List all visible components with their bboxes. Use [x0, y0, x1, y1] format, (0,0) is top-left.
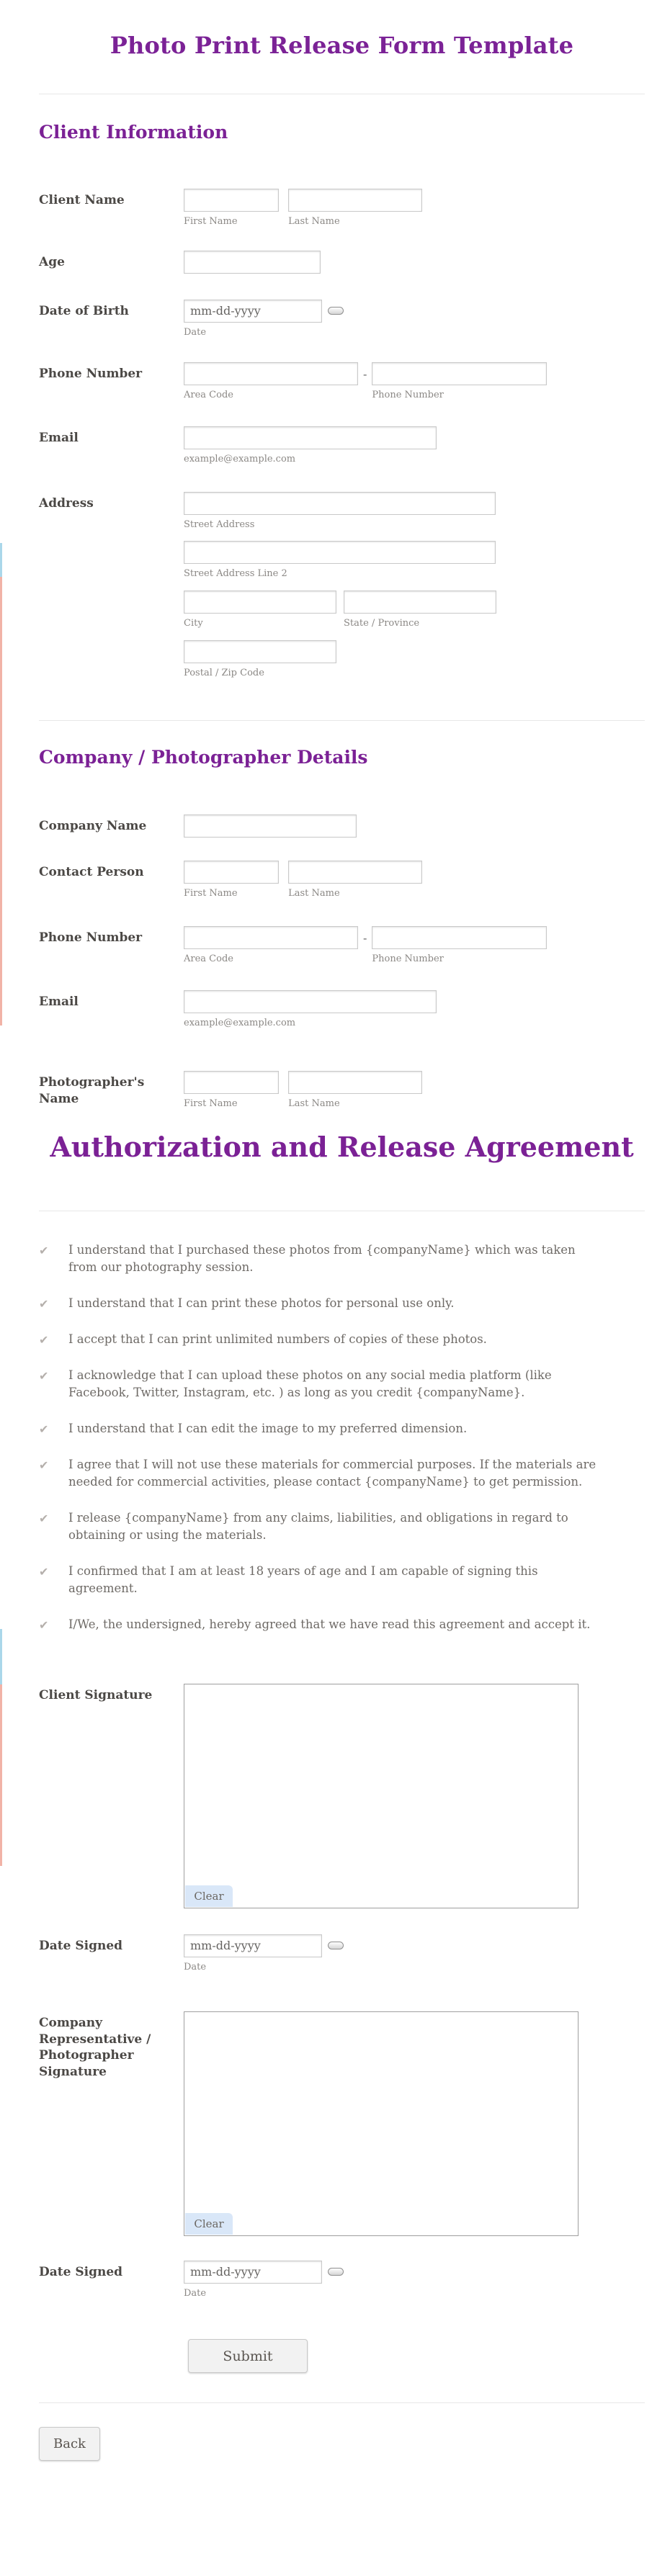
company-name-row	[39, 814, 645, 838]
area-code-sublabel: Area Code	[184, 953, 233, 965]
client-name-label: Client Name	[39, 193, 125, 207]
agreement-item	[39, 1616, 597, 1633]
agreement-item-text: I agree that I will not use these materials for commercial purposes. If the materials are needed for commercial activities, please contact {companyName} to get permission.	[68, 1457, 597, 1489]
agreement-item	[39, 1420, 597, 1437]
check-icon: ✔	[39, 1617, 49, 1632]
street-address2-input[interactable]	[184, 541, 496, 564]
divider	[39, 720, 645, 721]
city-sublabel: City	[184, 618, 203, 629]
company-phone-number-input[interactable]	[372, 926, 547, 949]
contact-first-name-input[interactable]	[184, 861, 279, 884]
client-phone-label: Phone Number	[39, 366, 143, 381]
client-section-heading: Client Information	[39, 122, 228, 143]
company-email-row	[39, 990, 645, 1030]
contact-last-name-input[interactable]	[288, 861, 422, 884]
check-icon: ✔	[39, 1511, 49, 1525]
client-phone-number-input[interactable]	[372, 362, 547, 385]
submit-row	[39, 2339, 645, 2373]
agreement-item-text: I understand that I can print these photos for personal use only.	[68, 1296, 455, 1310]
agreement-item-text: I/We, the undersigned, hereby agreed that we have read this agreement and accept it.	[68, 1617, 591, 1631]
date-sublabel: Date	[184, 326, 207, 338]
company-email-input[interactable]	[184, 990, 437, 1013]
company-email-label: Email	[39, 994, 79, 1009]
client-first-name-input[interactable]	[184, 189, 279, 212]
agreement-item	[39, 1242, 597, 1276]
client-phone-row	[39, 362, 645, 402]
email-example-sublabel: example@example.com	[184, 453, 296, 465]
photographer-first-name-input[interactable]	[184, 1071, 279, 1094]
client-email-input[interactable]	[184, 426, 437, 449]
company-name-label: Company Name	[39, 819, 147, 834]
dob-row	[39, 300, 645, 339]
date-signed-label: Date Signed	[39, 2264, 123, 2279]
state-sublabel: State / Province	[344, 618, 420, 629]
form-page	[0, 32, 670, 2487]
calendar-icon[interactable]	[328, 307, 344, 315]
check-icon: ✔	[39, 1422, 49, 1436]
company-name-input[interactable]	[184, 814, 357, 838]
calendar-icon[interactable]	[328, 1942, 344, 1949]
agreement-item	[39, 1331, 597, 1348]
last-name-sublabel: Last Name	[288, 216, 340, 227]
dob-date-input[interactable]	[184, 300, 322, 323]
first-name-sublabel: First Name	[184, 1098, 238, 1109]
postal-input[interactable]	[184, 640, 336, 663]
agreement-item	[39, 1509, 597, 1544]
agreement-item-text: I understand that I can edit the image to my preferred dimension.	[68, 1421, 468, 1435]
age-row	[39, 251, 645, 274]
dob-label: Date of Birth	[39, 303, 129, 318]
phone-separator: -	[363, 367, 367, 381]
client-area-code-input[interactable]	[184, 362, 358, 385]
check-icon: ✔	[39, 1564, 49, 1579]
agreement-item-text: I release {companyName} from any claims, liabilities, and obligations in regard to obtaining or using the materials.	[68, 1510, 568, 1542]
client-signature-label: Client Signature	[39, 1687, 153, 1702]
agreement-item-text: I accept that I can print unlimited numbers of copies of these photos.	[68, 1332, 487, 1346]
company-section-heading: Company / Photographer Details	[39, 747, 368, 768]
check-icon: ✔	[39, 1458, 49, 1472]
city-input[interactable]	[184, 591, 336, 614]
client-signature-row	[39, 1684, 645, 1908]
area-code-sublabel: Area Code	[184, 389, 233, 400]
address-row	[39, 492, 645, 681]
contact-person-row	[39, 861, 645, 900]
edge-strip-blue-top	[0, 543, 2, 577]
agreement-item-text: I understand that I purchased these photos from {companyName} which was taken from our photography session.	[68, 1242, 576, 1274]
client-last-name-input[interactable]	[288, 189, 422, 212]
edge-strip-blue-bottom	[0, 1629, 2, 1684]
check-icon: ✔	[39, 1332, 49, 1347]
phone-separator: -	[363, 931, 367, 946]
client-email-row	[39, 426, 645, 466]
date-signed-row-1	[39, 1934, 645, 1974]
company-signature-pad[interactable]	[184, 2011, 579, 2236]
date-signed-row-2	[39, 2261, 645, 2300]
company-area-code-input[interactable]	[184, 926, 358, 949]
date-sublabel: Date	[184, 1961, 207, 1973]
last-name-sublabel: Last Name	[288, 888, 340, 899]
client-email-label: Email	[39, 430, 79, 445]
postal-sublabel: Postal / Zip Code	[184, 668, 264, 679]
address-label: Address	[39, 495, 94, 511]
phone-number-sublabel: Phone Number	[372, 389, 444, 400]
street-address-sublabel: Street Address	[184, 519, 255, 530]
back-button[interactable]: Back	[39, 2427, 100, 2461]
check-icon: ✔	[39, 1243, 49, 1257]
email-example-sublabel: example@example.com	[184, 1017, 296, 1028]
client-name-row	[39, 189, 645, 228]
date-signed-input-2[interactable]	[184, 2261, 322, 2284]
submit-button[interactable]: Submit	[188, 2339, 308, 2373]
street-address2-sublabel: Street Address Line 2	[184, 568, 287, 580]
company-phone-row	[39, 926, 645, 966]
page-title: Photo Print Release Form Template	[110, 32, 574, 59]
client-name-fields	[184, 189, 422, 228]
photographer-last-name-input[interactable]	[288, 1071, 422, 1094]
agreement-item-text: I acknowledge that I can upload these photos on any social media platform (like Facebook, Twitter, Instagram, etc. ) as long as you credit {companyName}.	[68, 1368, 552, 1399]
authorization-section-heading: Authorization and Release Agreement	[50, 1130, 634, 1163]
last-name-sublabel: Last Name	[288, 1098, 340, 1109]
agreement-item	[39, 1456, 597, 1491]
edge-strip-pink-bottom	[0, 1684, 2, 1866]
clear-signature-button[interactable]: Clear	[185, 1885, 233, 1907]
edge-strip-pink-top	[0, 577, 2, 1026]
date-signed-label: Date Signed	[39, 1938, 123, 1953]
phone-number-sublabel: Phone Number	[372, 953, 444, 965]
company-signature-label: Company Representative / Photographer Signature	[39, 2015, 151, 2080]
agreement-item	[39, 1367, 597, 1401]
age-label: Age	[39, 254, 65, 269]
divider	[39, 2402, 645, 2403]
company-signature-row	[39, 2011, 645, 2236]
age-input[interactable]	[184, 251, 321, 274]
check-icon: ✔	[39, 1296, 49, 1311]
company-phone-label: Phone Number	[39, 930, 143, 946]
street-address-input[interactable]	[184, 492, 496, 515]
client-signature-pad[interactable]	[184, 1684, 579, 1908]
calendar-icon[interactable]	[328, 2268, 344, 2276]
first-name-sublabel: First Name	[184, 216, 238, 227]
photographer-name-label: Photographer's Name	[39, 1074, 145, 1106]
agreement-item	[39, 1563, 597, 1597]
date-sublabel: Date	[184, 2287, 207, 2299]
agreement-item	[39, 1295, 597, 1312]
agreement-list	[39, 1242, 608, 1633]
first-name-sublabel: First Name	[184, 888, 238, 899]
agreement-item-text: I confirmed that I am at least 18 years of age and I am capable of signing this agreement.	[68, 1563, 538, 1595]
check-icon: ✔	[39, 1368, 49, 1383]
contact-person-label: Contact Person	[39, 865, 144, 880]
clear-signature-button[interactable]: Clear	[185, 2213, 233, 2235]
photographer-name-row	[39, 1071, 645, 1110]
date-signed-input-1[interactable]	[184, 1934, 322, 1957]
state-input[interactable]	[344, 591, 496, 614]
